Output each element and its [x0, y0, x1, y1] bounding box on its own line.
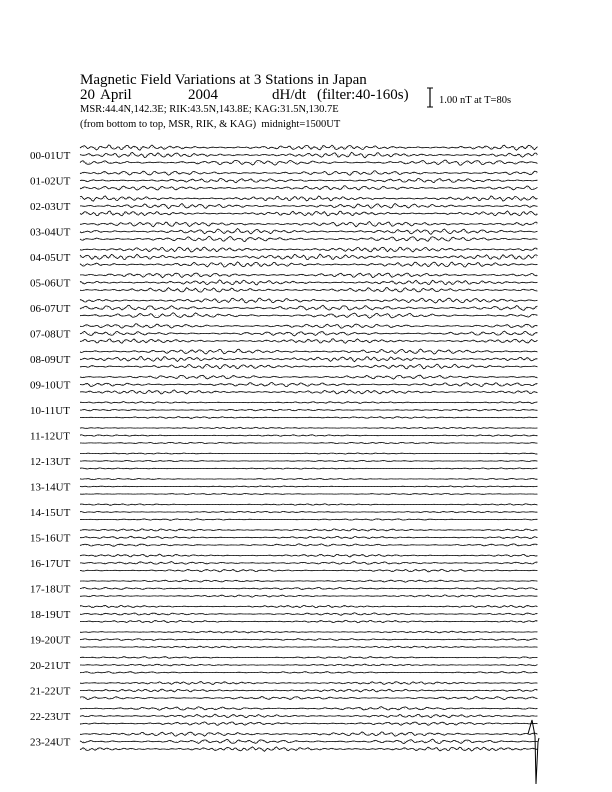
row-label: 10-11UT	[30, 405, 70, 417]
row-label: 22-23UT	[30, 711, 71, 723]
waveform-trace	[80, 682, 538, 685]
scale-label: 1.00 nT at T=80s	[439, 95, 512, 106]
waveform-trace	[80, 696, 538, 699]
waveform-trace	[80, 453, 538, 454]
waveform-trace	[80, 657, 538, 659]
row-label: 14-15UT	[30, 507, 71, 519]
date-day: 20	[80, 87, 95, 103]
row-label: 01-02UT	[30, 175, 71, 188]
waveform-trace	[80, 247, 538, 252]
waveform-trace	[80, 196, 538, 201]
waveform-trace	[80, 479, 538, 480]
date-year: 2004	[188, 87, 218, 103]
row-label: 12-13UT	[30, 456, 71, 468]
row-label: 15-16UT	[30, 532, 71, 545]
waveform-trace	[80, 646, 538, 648]
row-label: 23-24UT	[30, 736, 71, 749]
row-label: 02-03UT	[30, 201, 71, 213]
row-label: 18-19UT	[30, 609, 71, 621]
order-note: (from bottom to top, MSR, RIK, & KAG)	[80, 119, 257, 130]
waveform-trace	[80, 357, 538, 362]
waveform-trace	[80, 664, 538, 666]
waveform-trace	[80, 672, 538, 674]
midnight-note: midnight=1500UT	[261, 119, 341, 130]
waveform-trace	[80, 288, 538, 292]
row-label: 00-01UT	[30, 150, 71, 162]
waveform-trace	[80, 631, 538, 633]
waveform-trace	[80, 273, 538, 278]
waveform-trace	[80, 595, 538, 597]
quantity-label: dH/dt	[272, 87, 307, 103]
row-label: 07-08UT	[30, 328, 71, 341]
waveform-trace	[80, 580, 538, 582]
row-label: 11-12UT	[30, 430, 70, 443]
waveform-trace	[80, 486, 538, 487]
row-label: 03-04UT	[30, 226, 71, 239]
waveform-trace	[80, 605, 538, 607]
waveform-trace	[80, 544, 538, 546]
waveform-trace	[80, 732, 538, 736]
waveform-trace	[80, 639, 538, 641]
row-label: 08-09UT	[30, 354, 71, 366]
row-label: 20-21UT	[30, 660, 71, 672]
chart-title: Magnetic Field Variations at 3 Stations in Japan	[80, 72, 367, 88]
waveform-trace	[80, 236, 538, 241]
waveform-trace	[80, 402, 538, 404]
waveform-trace	[80, 739, 538, 743]
row-label: 19-20UT	[30, 634, 71, 647]
waveform-trace	[80, 714, 538, 718]
waveform-trace	[80, 468, 538, 469]
waveform-trace	[80, 262, 538, 267]
waveform-trace	[80, 222, 538, 227]
waveform-trace	[80, 511, 538, 512]
row-label: 13-14UT	[30, 481, 71, 494]
waveform-trace	[80, 280, 538, 285]
row-label: 06-07UT	[30, 303, 71, 315]
waveform-trace	[80, 536, 538, 539]
waveform-trace	[80, 707, 538, 711]
station-coordinates: MSR:44.4N,142.3E; RIK:43.5N,143.8E; KAG:31.5N,130.7E	[80, 104, 339, 115]
row-label: 16-17UT	[30, 558, 71, 570]
waveform-trace	[80, 298, 538, 303]
row-label: 05-06UT	[30, 277, 71, 290]
waveform-trace	[80, 493, 538, 494]
waveform-trace	[80, 569, 538, 572]
waveform-trace	[80, 417, 538, 419]
waveform-trace	[80, 519, 538, 521]
waveform-trace	[80, 204, 538, 209]
row-label: 17-18UT	[30, 583, 71, 596]
row-label: 21-22UT	[30, 685, 71, 698]
waveform-trace	[80, 442, 538, 443]
waveform-trace	[80, 178, 538, 182]
waveform-trace	[80, 186, 538, 190]
waveform-trace	[80, 504, 538, 506]
row-label: 09-10UT	[30, 379, 71, 392]
date-month: April	[100, 87, 132, 103]
waveform-trace	[80, 427, 538, 428]
waveform-trace	[80, 364, 538, 369]
filter-label: (filter:40-160s)	[317, 87, 409, 103]
waveform-trace	[80, 435, 538, 436]
waveform-trace	[80, 587, 538, 589]
waveform-trace	[80, 722, 538, 725]
row-label: 04-05UT	[30, 252, 71, 264]
spike-trace	[528, 720, 539, 784]
waveform-trace	[80, 460, 538, 461]
waveform-trace	[80, 375, 538, 379]
waveform-trace	[80, 331, 538, 336]
waveform-trace	[80, 349, 538, 354]
